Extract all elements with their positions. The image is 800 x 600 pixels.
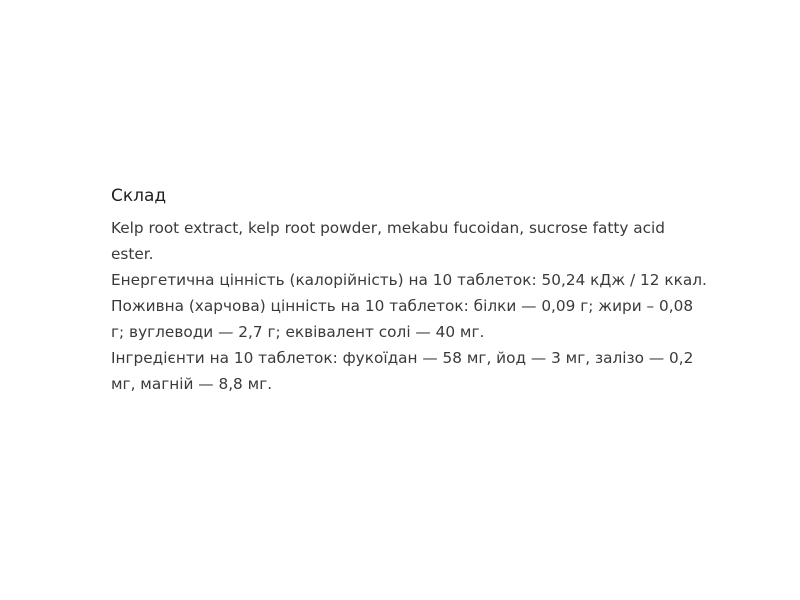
composition-body xyxy=(111,215,711,397)
energy-value-text: Енергетична цінність (калорійність) на 10 таблеток: 50,24 кДж / 12 ккал. xyxy=(111,271,707,289)
ingredients-per-dose-text: Інгредієнти на 10 таблеток: фукоїдан — 58 мг, йод — 3 мг, залізо — 0,2 мг, магній — 8,8 мг. xyxy=(111,349,694,393)
composition-section xyxy=(111,183,711,397)
ingredients-text: Kelp root extract, kelp root powder, mekabu fucoidan, sucrose fatty acid ester. xyxy=(111,219,666,263)
composition-title: Склад xyxy=(111,186,167,206)
nutrition-value-text: Поживна (харчова) цінність на 10 таблеток: білки — 0,09 г; жири – 0,08 г; вуглеводи — 2,7 г; еквівалент солі — 40 мг. xyxy=(111,297,694,341)
